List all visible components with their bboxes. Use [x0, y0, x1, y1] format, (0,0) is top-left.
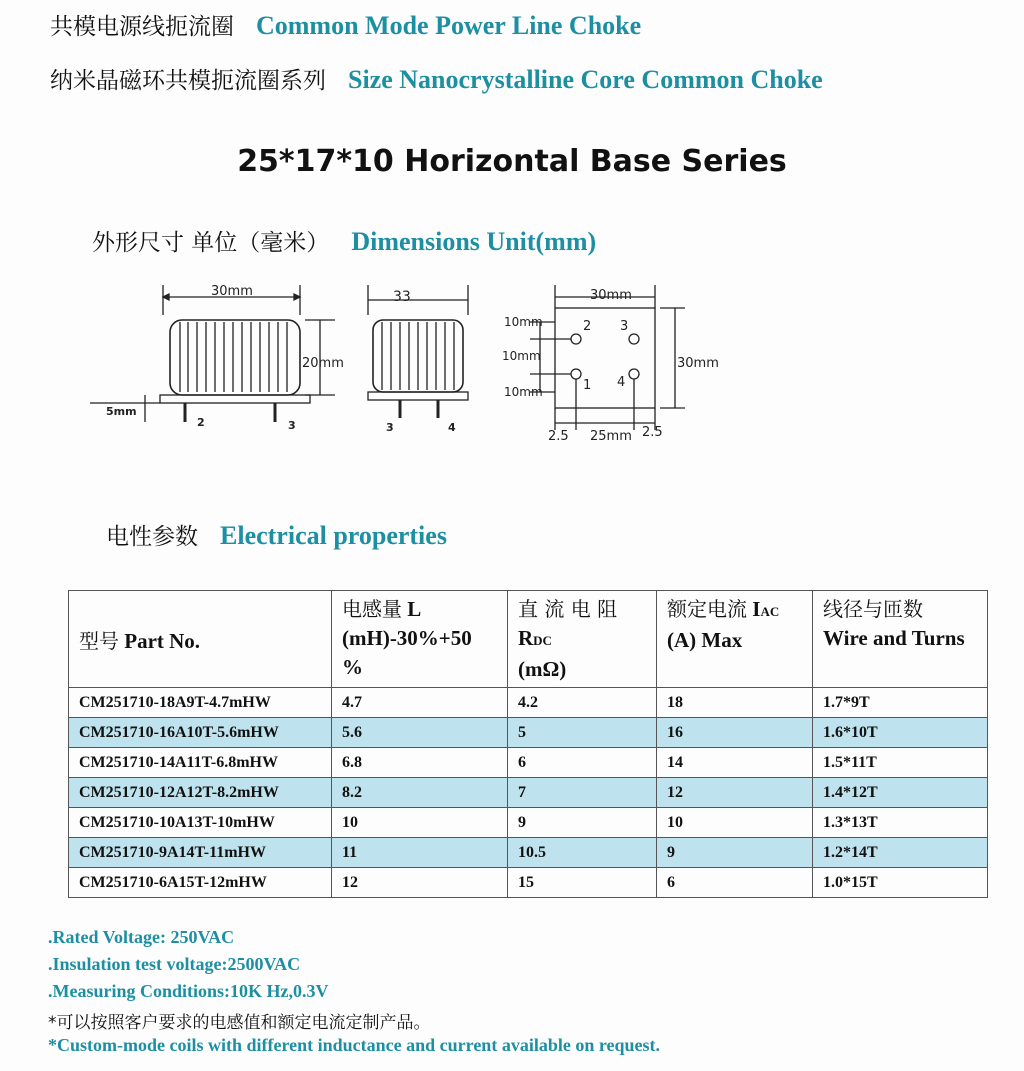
table-row [69, 718, 988, 748]
cell-rdc: 7 [508, 778, 657, 808]
cell-part: CM251710-14A11T-6.8mHW [69, 748, 332, 778]
bottom-width-label: 30mm [590, 288, 632, 303]
cell-iac: 10 [657, 808, 813, 838]
cell-rdc: 4.2 [508, 688, 657, 718]
table-header-row [69, 591, 988, 688]
cell-wire: 1.5*11T [813, 748, 988, 778]
cell-inductance: 5.6 [332, 718, 508, 748]
cell-iac: 12 [657, 778, 813, 808]
side-pin-label-b: 4 [448, 421, 456, 434]
cell-wire: 1.0*15T [813, 868, 988, 898]
note-rated-voltage: .Rated Voltage: 250VAC [48, 927, 235, 947]
cell-inductance: 10 [332, 808, 508, 838]
base-height-label: 5mm [106, 405, 137, 418]
front-pin-label-b: 3 [288, 419, 296, 432]
dimensions-heading [92, 224, 596, 257]
header-inductance: 电感量 L (mH)-30%+50 % [332, 591, 508, 688]
series-title: 25*17*10 Horizontal Base Series [237, 144, 787, 179]
dimensions-heading-cn: 外形尺寸 单位（毫米） [92, 230, 330, 256]
cell-rdc: 15 [508, 868, 657, 898]
pin-label-4: 4 [617, 375, 626, 390]
cell-iac: 9 [657, 838, 813, 868]
front-view [90, 285, 335, 422]
cell-iac: 6 [657, 868, 813, 898]
cell-iac: 18 [657, 688, 813, 718]
side-pin-label-a: 3 [386, 421, 394, 434]
cell-wire: 1.3*13T [813, 808, 988, 838]
pin-label-2: 2 [583, 319, 592, 334]
subtitle-cn: 纳米晶磁环共模扼流圈系列 [50, 68, 326, 94]
note-insulation-voltage: .Insulation test voltage:2500VAC [48, 954, 301, 974]
table-row [69, 808, 988, 838]
cell-rdc: 6 [508, 748, 657, 778]
table-row [69, 868, 988, 898]
note-measuring-conditions: .Measuring Conditions:10K Hz,0.3V [48, 981, 329, 1001]
cell-rdc: 10.5 [508, 838, 657, 868]
pitch-label: 25mm [590, 429, 632, 444]
title-en: Common Mode Power Line Choke [256, 11, 642, 40]
cell-wire: 1.2*14T [813, 838, 988, 868]
cell-wire: 1.6*10T [813, 718, 988, 748]
title-line-2 [50, 62, 823, 95]
table-row [69, 688, 988, 718]
cell-part: CM251710-12A12T-8.2mHW [69, 778, 332, 808]
cell-inductance: 8.2 [332, 778, 508, 808]
header-dc-resistance: 直 流 电 阻 RDC (mΩ) [508, 591, 657, 688]
electrical-heading-en: Electrical properties [220, 521, 447, 550]
pin-label-3: 3 [620, 319, 629, 334]
front-pin-label-a: 2 [197, 416, 205, 429]
cell-part: CM251710-16A10T-5.6mHW [69, 718, 332, 748]
bottom-height-label: 30mm [677, 356, 719, 371]
title-line-1 [50, 8, 641, 41]
spacing-mid-label: 10mm [502, 349, 541, 363]
offset-right-label: 2.5 [642, 425, 663, 440]
cell-part: CM251710-10A13T-10mHW [69, 808, 332, 838]
table-row [69, 838, 988, 868]
table-row [69, 778, 988, 808]
side-width-label: 33 [393, 289, 411, 305]
cell-part: CM251710-6A15T-12mHW [69, 868, 332, 898]
spacing-bot-label: 10mm [504, 385, 543, 399]
title-cn: 共模电源线扼流圈 [50, 14, 234, 40]
electrical-heading [106, 518, 447, 551]
note-custom-en: *Custom-mode coils with different inductance and current available on request. [48, 1035, 660, 1055]
side-view [368, 285, 468, 418]
electrical-properties-table [68, 590, 988, 898]
bottom-view [530, 285, 685, 430]
cell-part: CM251710-9A14T-11mHW [69, 838, 332, 868]
side-winding [382, 322, 454, 390]
front-winding [180, 322, 287, 392]
cell-wire: 1.7*9T [813, 688, 988, 718]
subtitle-en: Size Nanocrystalline Core Common Choke [348, 65, 823, 94]
note-custom-cn: *可以按照客户要求的电感值和额定电流定制产品。 [48, 1013, 431, 1033]
header-wire-turns: 线径与匝数 Wire and Turns [813, 591, 988, 688]
cell-wire: 1.4*12T [813, 778, 988, 808]
cell-inductance: 12 [332, 868, 508, 898]
offset-left-label: 2.5 [548, 429, 569, 444]
front-height-label: 20mm [302, 356, 344, 371]
dimension-drawing [90, 270, 730, 450]
cell-part: CM251710-18A9T-4.7mHW [69, 688, 332, 718]
electrical-heading-cn: 电性参数 [106, 524, 198, 550]
cell-iac: 16 [657, 718, 813, 748]
cell-rdc: 5 [508, 718, 657, 748]
cell-rdc: 9 [508, 808, 657, 838]
cell-iac: 14 [657, 748, 813, 778]
dimensions-heading-en: Dimensions Unit(mm) [351, 227, 597, 256]
table-row [69, 748, 988, 778]
cell-inductance: 11 [332, 838, 508, 868]
header-rated-current: 额定电流 IAC (A) Max [657, 591, 813, 688]
spacing-top-label: 10mm [504, 315, 543, 329]
pin-label-1: 1 [583, 378, 592, 393]
front-width-label: 30mm [211, 284, 253, 299]
cell-inductance: 4.7 [332, 688, 508, 718]
header-part-no: 型号 Part No. [69, 591, 332, 688]
cell-inductance: 6.8 [332, 748, 508, 778]
